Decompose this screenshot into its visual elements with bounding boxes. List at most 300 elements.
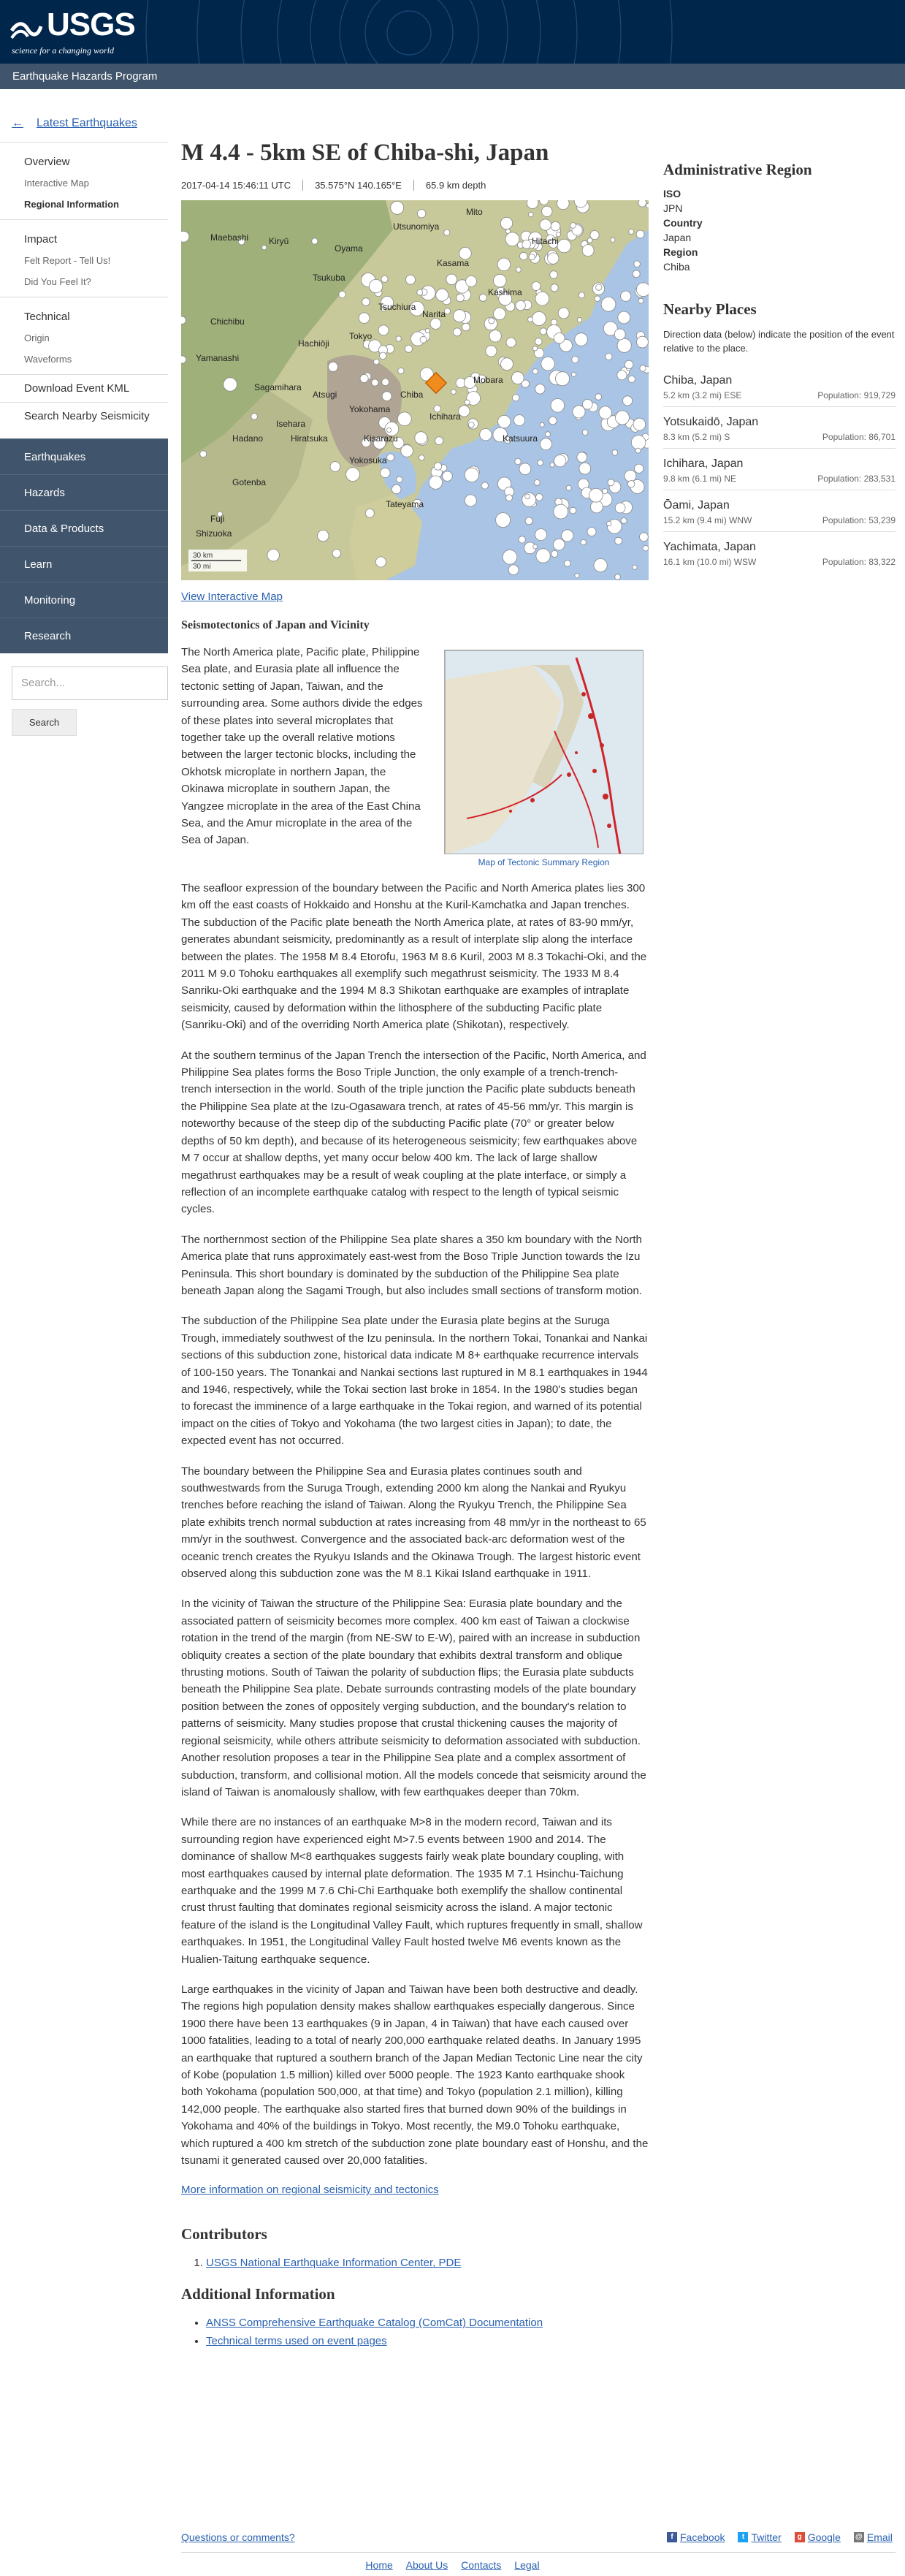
quake-dot[interactable] bbox=[360, 374, 368, 382]
quake-dot[interactable] bbox=[557, 239, 571, 253]
quake-dot[interactable] bbox=[529, 254, 535, 260]
quake-dot[interactable] bbox=[640, 365, 646, 371]
quake-dot[interactable] bbox=[623, 396, 633, 406]
quake-dot[interactable] bbox=[633, 565, 637, 569]
quake-dot[interactable] bbox=[419, 455, 424, 460]
quake-dot[interactable] bbox=[511, 372, 524, 384]
quake-dot[interactable] bbox=[582, 245, 594, 257]
quake-dot[interactable] bbox=[575, 333, 588, 346]
nav-earthquakes[interactable]: Earthquakes bbox=[0, 438, 168, 474]
quake-dot[interactable] bbox=[606, 353, 612, 360]
quake-dot[interactable] bbox=[551, 399, 565, 413]
quake-dot[interactable] bbox=[468, 422, 474, 428]
quake-dot[interactable] bbox=[625, 360, 633, 368]
footer-divider bbox=[181, 2552, 896, 2553]
quake-dot[interactable] bbox=[251, 414, 258, 420]
quake-dot[interactable] bbox=[387, 454, 394, 461]
right-column bbox=[663, 161, 896, 573]
download-kml-link[interactable]: Download Event KML bbox=[0, 374, 168, 402]
quake-dot[interactable] bbox=[532, 346, 537, 351]
quake-dot[interactable] bbox=[506, 338, 516, 347]
quake-dot[interactable] bbox=[494, 274, 507, 287]
quake-dot[interactable] bbox=[554, 455, 566, 467]
technical-terms-link[interactable]: Technical terms used on event pages bbox=[206, 2335, 387, 2348]
site-header bbox=[0, 0, 905, 64]
usgs-logo[interactable] bbox=[10, 7, 135, 56]
quake-dot[interactable] bbox=[549, 417, 557, 425]
google-link[interactable] bbox=[795, 2531, 841, 2543]
quake-dot[interactable] bbox=[479, 294, 486, 301]
list-item bbox=[663, 531, 896, 573]
quake-dot[interactable] bbox=[608, 479, 614, 486]
quake-dot[interactable] bbox=[607, 521, 611, 525]
quake-dot[interactable] bbox=[646, 203, 649, 208]
quake-dot[interactable] bbox=[579, 463, 591, 474]
quake-dot[interactable] bbox=[536, 494, 543, 501]
quake-dot[interactable] bbox=[533, 544, 538, 549]
quake-dot[interactable] bbox=[546, 432, 551, 437]
quake-dot[interactable] bbox=[615, 574, 621, 580]
sidebar-item-felt-report[interactable]: Felt Report - Tell Us! bbox=[24, 255, 111, 266]
quake-dot[interactable] bbox=[557, 200, 570, 210]
place-population: Population: 53,239 bbox=[822, 515, 896, 525]
seismotectonics-heading: Seismotectonics of Japan and Vicinity bbox=[181, 619, 370, 631]
quake-dot[interactable] bbox=[540, 422, 544, 427]
facebook-link[interactable] bbox=[667, 2531, 725, 2543]
quake-dot[interactable] bbox=[578, 292, 584, 298]
quake-dot[interactable] bbox=[505, 232, 519, 246]
quake-dot[interactable] bbox=[535, 529, 547, 541]
quake-dot[interactable] bbox=[516, 300, 525, 310]
quake-dot[interactable] bbox=[554, 504, 568, 519]
place-population: Population: 83,322 bbox=[822, 557, 896, 567]
quake-dot[interactable] bbox=[418, 210, 426, 218]
map-place-label: Maebashi bbox=[210, 232, 249, 243]
quake-dot[interactable] bbox=[551, 284, 558, 292]
contributor-link[interactable]: USGS National Earthquake Information Center, PDE bbox=[206, 2257, 462, 2270]
quake-dot[interactable] bbox=[617, 338, 631, 352]
quake-dot[interactable] bbox=[481, 482, 488, 489]
quake-dot[interactable] bbox=[318, 530, 329, 541]
quake-dot[interactable] bbox=[330, 462, 340, 472]
quake-dot[interactable] bbox=[514, 415, 525, 426]
sidebar-item-origin[interactable]: Origin bbox=[24, 333, 50, 343]
quake-dot[interactable] bbox=[634, 261, 641, 267]
quake-dot[interactable] bbox=[506, 495, 513, 501]
place-distance: 9.8 km (6.1 mi) NE bbox=[663, 474, 737, 484]
quake-dot[interactable] bbox=[636, 230, 644, 238]
country-value: Japan bbox=[663, 232, 692, 243]
quake-dot[interactable] bbox=[571, 372, 576, 376]
quake-dot[interactable] bbox=[515, 458, 521, 464]
quake-dot[interactable] bbox=[359, 313, 370, 324]
article-paragraph: The boundary between the Philippine Sea and Eurasia plates continues south and southwestwards from the Suruga Trough, extending 2000 km along the Nankai and Ryukyu trenches before reaching the island of Taiwan. Along the Ryukyu Trench, the Philippine Sea plate exhibits trench normal subduction at rates increasing from 48 mm/yr in the northeast to 65 mm/yr in the southwest. Convergence and the associated back-arc deformation west of the oceanic trench creates the Ryukyu Islands and the Okinawa Trough. The largest historic event observed along this subduction zone was the M 8.1 Kikai Island earthquake in 1911. bbox=[181, 1464, 646, 1581]
twitter-icon: t bbox=[738, 2532, 748, 2542]
event-time: 2017-04-14 15:46:11 UTC bbox=[181, 180, 303, 191]
quake-dot[interactable] bbox=[551, 550, 558, 557]
quake-dot[interactable] bbox=[534, 480, 540, 486]
quake-dot[interactable] bbox=[582, 430, 588, 436]
quake-dot[interactable] bbox=[381, 468, 390, 477]
quake-dot[interactable] bbox=[577, 452, 587, 463]
scale-km: 30 km bbox=[193, 552, 213, 560]
quake-dot[interactable] bbox=[554, 333, 565, 343]
quake-dot[interactable] bbox=[365, 509, 374, 517]
nav-learn[interactable]: Learn bbox=[0, 546, 168, 582]
country-label: Country bbox=[663, 217, 703, 229]
quake-dot[interactable] bbox=[540, 328, 546, 335]
nav-data-products[interactable]: Data & Products bbox=[0, 510, 168, 546]
iso-value: JPN bbox=[663, 202, 683, 214]
quake-dot[interactable] bbox=[382, 392, 392, 401]
quake-dot[interactable] bbox=[181, 316, 186, 324]
map-place-label: Tokyo bbox=[349, 331, 373, 341]
quake-dot[interactable] bbox=[436, 289, 448, 301]
quake-dot[interactable] bbox=[379, 352, 386, 360]
sidebar-item-interactive-map[interactable]: Interactive Map bbox=[24, 178, 89, 189]
facebook-label: Facebook bbox=[680, 2531, 725, 2543]
logo-text: USGS bbox=[47, 7, 135, 42]
main-content bbox=[181, 115, 649, 2353]
quake-dot[interactable] bbox=[369, 279, 382, 292]
figure-caption[interactable]: Map of Tectonic Summary Region bbox=[478, 857, 610, 867]
map-place-label: Hitachi bbox=[532, 236, 559, 246]
quake-dot[interactable] bbox=[629, 229, 634, 235]
quake-dot[interactable] bbox=[406, 275, 416, 284]
quake-dot[interactable] bbox=[636, 283, 649, 297]
quake-dot[interactable] bbox=[601, 297, 616, 311]
quake-dot[interactable] bbox=[397, 412, 411, 426]
nearby-places-list bbox=[663, 365, 896, 573]
list-item bbox=[206, 2257, 649, 2269]
map-place-label: Oyama bbox=[335, 243, 363, 254]
map-place-label: Kiryū bbox=[269, 236, 289, 246]
quake-dot[interactable] bbox=[595, 394, 602, 400]
questions-link[interactable]: Questions or comments? bbox=[181, 2531, 295, 2543]
map-place-label: Kasama bbox=[437, 258, 470, 268]
footer-contacts-link[interactable]: Contacts bbox=[461, 2559, 502, 2571]
quake-dot[interactable] bbox=[224, 378, 237, 392]
place-population: Population: 86,701 bbox=[822, 432, 896, 442]
quake-dot[interactable] bbox=[611, 238, 615, 242]
nav-research[interactable]: Research bbox=[0, 618, 168, 653]
sidebar-item-overview[interactable]: Overview bbox=[24, 156, 70, 168]
social-links bbox=[667, 2531, 905, 2543]
map-place-label: Sagamihara bbox=[254, 382, 302, 392]
quake-dot[interactable] bbox=[398, 368, 404, 373]
sidebar-head-impact[interactable]: Impact bbox=[24, 233, 58, 246]
event-map[interactable] bbox=[181, 200, 649, 580]
quake-dot[interactable] bbox=[542, 206, 552, 216]
quake-dot[interactable] bbox=[621, 518, 627, 524]
map-place-label: Ichihara bbox=[429, 411, 461, 422]
quake-dot[interactable] bbox=[496, 513, 511, 528]
map-place-label: Isehara bbox=[276, 419, 306, 429]
quake-dot[interactable] bbox=[381, 276, 388, 282]
nav-hazards[interactable]: Hazards bbox=[0, 474, 168, 510]
quake-dot[interactable] bbox=[522, 240, 531, 249]
quake-dot[interactable] bbox=[627, 481, 635, 488]
quake-dot[interactable] bbox=[612, 450, 618, 456]
quake-dot[interactable] bbox=[503, 550, 517, 565]
quake-dot[interactable] bbox=[465, 400, 470, 405]
email-link[interactable] bbox=[854, 2531, 893, 2543]
quake-dot[interactable] bbox=[446, 274, 457, 285]
search-nearby-link[interactable]: Search Nearby Seismicity bbox=[0, 402, 168, 430]
quake-dot[interactable] bbox=[535, 292, 549, 305]
quake-dot[interactable] bbox=[540, 219, 551, 230]
quake-dot[interactable] bbox=[535, 338, 543, 346]
tectonic-map-image bbox=[445, 650, 644, 854]
quake-dot[interactable] bbox=[541, 357, 555, 371]
quake-dot[interactable] bbox=[525, 517, 532, 525]
place-distance: 15.2 km (9.4 mi) WNW bbox=[663, 515, 752, 525]
quake-dot[interactable] bbox=[615, 503, 625, 513]
map-place-label: Utsunomiya bbox=[393, 221, 440, 232]
quake-dot[interactable] bbox=[528, 317, 533, 322]
quake-dot[interactable] bbox=[312, 238, 318, 244]
sidebar-item-waveforms[interactable]: Waveforms bbox=[24, 354, 72, 365]
quake-dot[interactable] bbox=[396, 336, 401, 341]
tectonic-figure[interactable] bbox=[439, 650, 649, 867]
sidebar-item-regional-information[interactable]: Regional Information bbox=[24, 199, 119, 210]
quake-dot[interactable] bbox=[638, 200, 646, 207]
event-title: M 4.4 - 5km SE of Chiba-shi, Japan bbox=[181, 140, 549, 166]
quake-dot[interactable] bbox=[489, 330, 501, 342]
map-place-label: Fuji bbox=[210, 514, 225, 524]
quake-dot[interactable] bbox=[397, 476, 402, 482]
sidebar-head-technical[interactable]: Technical bbox=[24, 311, 70, 323]
map-place-label: Kashima bbox=[488, 287, 522, 297]
quake-dot[interactable] bbox=[392, 485, 401, 494]
quake-dot[interactable] bbox=[554, 539, 565, 550]
sidebar-item-dyfi[interactable]: Did You Feel It? bbox=[24, 276, 91, 287]
tectonic-summary-map[interactable] bbox=[444, 650, 644, 854]
quake-dot[interactable] bbox=[570, 223, 576, 229]
quake-dot[interactable] bbox=[635, 464, 644, 473]
quake-dot[interactable] bbox=[181, 231, 189, 242]
program-link[interactable]: Earthquake Hazards Program bbox=[12, 70, 158, 83]
site-search-button[interactable]: Search bbox=[12, 709, 77, 736]
logo-tagline: science for a changing world bbox=[12, 45, 114, 56]
quake-dot[interactable] bbox=[181, 356, 186, 363]
quake-dot[interactable] bbox=[638, 298, 644, 303]
quake-dot[interactable] bbox=[332, 550, 340, 558]
quake-dot[interactable] bbox=[425, 329, 429, 333]
quake-dot[interactable] bbox=[587, 238, 592, 243]
list-item bbox=[663, 406, 896, 448]
quake-dot[interactable] bbox=[262, 246, 267, 250]
quake-dot[interactable] bbox=[386, 428, 391, 432]
quake-dot[interactable] bbox=[550, 271, 558, 279]
quake-dot[interactable] bbox=[500, 217, 512, 229]
quake-dot[interactable] bbox=[415, 432, 427, 444]
map-place-label: Tsuchiura bbox=[378, 302, 416, 312]
site-search-input[interactable]: Search... bbox=[12, 666, 168, 700]
quake-dot[interactable] bbox=[589, 488, 603, 502]
contributors-list bbox=[206, 2257, 649, 2269]
quake-dot[interactable] bbox=[536, 549, 550, 563]
quake-dot[interactable] bbox=[551, 319, 557, 325]
quake-dot[interactable] bbox=[489, 318, 494, 324]
quake-dot[interactable] bbox=[429, 476, 442, 489]
quake-dot[interactable] bbox=[551, 221, 560, 231]
quake-dot[interactable] bbox=[570, 507, 576, 514]
quake-dot[interactable] bbox=[637, 336, 649, 348]
quake-dot[interactable] bbox=[501, 358, 513, 371]
quake-dot[interactable] bbox=[519, 463, 531, 475]
quake-dot[interactable] bbox=[599, 406, 611, 419]
place-population: Population: 283,531 bbox=[817, 474, 896, 484]
place-distance: 16.1 km (10.0 mi) WSW bbox=[663, 557, 757, 567]
quake-dot[interactable] bbox=[516, 267, 522, 273]
quake-dot[interactable] bbox=[434, 463, 441, 470]
quake-dot[interactable] bbox=[519, 536, 525, 543]
facebook-icon: f bbox=[667, 2532, 677, 2542]
map-place-label: Mito bbox=[466, 207, 483, 217]
quake-dot[interactable] bbox=[486, 346, 497, 357]
quake-dot[interactable] bbox=[575, 574, 579, 578]
view-interactive-map-link[interactable]: View Interactive Map bbox=[181, 590, 283, 603]
footer-legal-link[interactable]: Legal bbox=[514, 2559, 540, 2571]
map-place-label: Hadano bbox=[232, 433, 264, 444]
quake-dot[interactable] bbox=[372, 379, 378, 386]
quake-dot[interactable] bbox=[555, 372, 569, 386]
quake-dot[interactable] bbox=[443, 471, 453, 482]
quake-dot[interactable] bbox=[480, 429, 492, 441]
quake-dot[interactable] bbox=[466, 276, 477, 286]
quake-dot[interactable] bbox=[566, 485, 571, 490]
quake-dot[interactable] bbox=[532, 369, 538, 374]
quake-dot[interactable] bbox=[457, 294, 465, 302]
quake-dot[interactable] bbox=[618, 311, 630, 324]
quake-dot[interactable] bbox=[614, 329, 625, 340]
quake-dot[interactable] bbox=[374, 359, 380, 365]
nearby-places-heading: Nearby Places bbox=[663, 300, 757, 318]
quake-dot[interactable] bbox=[417, 289, 423, 295]
quake-dot[interactable] bbox=[594, 559, 607, 572]
quake-dot[interactable] bbox=[548, 253, 559, 264]
map-place-label: Gotenba bbox=[232, 477, 267, 487]
quake-dot[interactable] bbox=[640, 533, 649, 542]
quake-dot[interactable] bbox=[520, 252, 528, 260]
quake-dot[interactable] bbox=[538, 460, 543, 466]
quake-dot[interactable] bbox=[535, 384, 545, 394]
additional-info-heading: Additional Information bbox=[181, 2285, 335, 2303]
quake-dot[interactable] bbox=[577, 318, 581, 322]
map-place-label: Shizuoka bbox=[196, 528, 232, 539]
nav-monitoring[interactable]: Monitoring bbox=[0, 582, 168, 618]
quake-dot[interactable] bbox=[633, 270, 640, 278]
quake-dot[interactable] bbox=[378, 325, 389, 335]
quake-dot[interactable] bbox=[532, 312, 546, 326]
quake-dot[interactable] bbox=[498, 415, 511, 428]
article-paragraph: The seafloor expression of the boundary between the Pacific and North America plates lies 300 km off the east coasts of Hokkaido and Honshu at the Kuril-Kamchatka and Japan trenches. The subduction of the Pacific plate beneath the North America plate, at rates of 83-90 mm/yr, generates abundant seismicity, predominantly as a result of interplate slip along the interface between the plates. The 1958 M 8.4 Etorofu, 1963 M 8.6 Kuril, 2003 M 8.3 Tokachi-Oki, and the 2011 M 9.0 Tohoku earthquakes all exemplify such megathrust seismicity. The 1933 M 8.4 Sanriku-Oki earthquake and the 1994 M 8.3 Shikotan earthquake are examples of intraplate seismicity, caused by deformation within the lithosphere of the subducting Pacific plate (Sanriku-Oki) and of the overriding North America plate (Shikotan), respectively. bbox=[181, 882, 647, 1032]
quake-dot[interactable] bbox=[465, 468, 478, 482]
quake-dot[interactable] bbox=[362, 298, 370, 306]
quake-dot[interactable] bbox=[628, 376, 635, 382]
quake-dot[interactable] bbox=[591, 501, 603, 513]
quake-dot[interactable] bbox=[631, 436, 646, 450]
quake-dot[interactable] bbox=[617, 371, 627, 380]
quake-dot[interactable] bbox=[565, 561, 571, 567]
quake-dot[interactable] bbox=[532, 282, 541, 291]
quake-dot[interactable] bbox=[494, 308, 506, 320]
quake-dot[interactable] bbox=[375, 557, 386, 567]
place-name: Yachimata, Japan bbox=[663, 541, 756, 553]
quake-dot[interactable] bbox=[540, 438, 551, 450]
quake-dot[interactable] bbox=[635, 448, 641, 453]
quake-dot[interactable] bbox=[558, 308, 569, 319]
sidebar-group-overview bbox=[0, 142, 168, 219]
quake-dot[interactable] bbox=[267, 549, 280, 561]
quake-dot[interactable] bbox=[200, 451, 207, 457]
twitter-label: Twitter bbox=[751, 2531, 782, 2543]
quake-dot[interactable] bbox=[550, 463, 554, 467]
quake-dot[interactable] bbox=[633, 418, 646, 430]
place-name: Yotsukaidō, Japan bbox=[663, 416, 759, 428]
quake-dot[interactable] bbox=[573, 406, 585, 418]
quake-dot[interactable] bbox=[462, 323, 470, 331]
quake-dot[interactable] bbox=[405, 345, 412, 352]
quake-dot[interactable] bbox=[581, 539, 586, 544]
quake-dot[interactable] bbox=[562, 530, 573, 542]
footer-about-link[interactable]: About Us bbox=[405, 2559, 448, 2571]
quake-dot[interactable] bbox=[603, 489, 608, 494]
quake-dot[interactable] bbox=[616, 411, 630, 425]
quake-dot[interactable] bbox=[346, 468, 360, 482]
quake-dot[interactable] bbox=[329, 362, 338, 371]
footer-home-link[interactable]: Home bbox=[365, 2559, 393, 2571]
back-to-latest-link[interactable] bbox=[12, 115, 168, 132]
quake-dot[interactable] bbox=[527, 200, 538, 209]
twitter-link[interactable] bbox=[738, 2531, 781, 2543]
quake-dot[interactable] bbox=[465, 495, 476, 506]
quake-dot[interactable] bbox=[451, 390, 457, 395]
quake-dot[interactable] bbox=[508, 565, 519, 575]
more-regional-info-link[interactable]: More information on regional seismicity and tectonics bbox=[181, 2184, 439, 2197]
quake-dot[interactable] bbox=[643, 545, 649, 551]
quake-dot[interactable] bbox=[339, 291, 345, 297]
quake-dot[interactable] bbox=[621, 291, 631, 301]
quake-dot[interactable] bbox=[420, 336, 427, 343]
quake-dot[interactable] bbox=[454, 310, 466, 322]
quake-dot[interactable] bbox=[453, 328, 461, 336]
quake-dot[interactable] bbox=[430, 319, 441, 330]
quake-dot[interactable] bbox=[512, 395, 519, 401]
quake-dot[interactable] bbox=[572, 357, 578, 363]
article-paragraph: The northernmost section of the Philippine Sea plate shares a 350 km boundary with the North America plate that runs approximately east-west from the Boso Triple Junction towards the Izu Peninsula. This short boundary is dominated by the subduction of the Philippine Sea plate beneath Japan along the Sagami Trough, but also includes small sections of transform motion. bbox=[181, 1233, 642, 1297]
quake-dot[interactable] bbox=[382, 379, 389, 386]
comcat-doc-link[interactable]: ANSS Comprehensive Earthquake Catalog (ComCat) Documentation bbox=[206, 2317, 543, 2330]
article-paragraph: While there are no instances of an earthquake M>8 in the modern record, Taiwan and its surrounding region have experienced eight M>7.5 events between 1900 and 2014. The dominance of shallow M<8 earthquakes suggests fairly weak plate boundary coupling, with most earthquakes caused by internal plate deformation. The 1935 M 7.1 Hsinchu-Taichung earthquake and the 1999 M 7.6 Chi-Chi Earthquake both exemplify the shallow continental crust thrust faulting that dominates regional seismicity across the island. A major tectonic feature of the island is the Longitudinal Valley Fault, which ruptures frequently in small, shallow earthquakes. In 1951, the Longitudinal Valley Fault hosted twelve M6 events known as the Hualien-Taitung earthquake sequence. bbox=[181, 1816, 643, 1966]
sidebar-group-impact bbox=[0, 219, 168, 297]
map-canvas bbox=[181, 200, 649, 580]
quake-dot[interactable] bbox=[497, 258, 511, 271]
quake-dot[interactable] bbox=[615, 537, 622, 544]
quake-dot[interactable] bbox=[625, 470, 636, 482]
quake-dot[interactable] bbox=[587, 528, 596, 536]
quake-dot[interactable] bbox=[596, 284, 602, 290]
quake-dot[interactable] bbox=[595, 296, 600, 302]
quake-dot[interactable] bbox=[525, 494, 530, 499]
quake-dot[interactable] bbox=[444, 229, 450, 235]
map-place-label: Kisarazu bbox=[364, 433, 398, 444]
quake-dot[interactable] bbox=[435, 437, 443, 445]
quake-dot[interactable] bbox=[529, 212, 533, 216]
google-label: Google bbox=[807, 2531, 841, 2543]
quake-dot[interactable] bbox=[391, 201, 404, 214]
